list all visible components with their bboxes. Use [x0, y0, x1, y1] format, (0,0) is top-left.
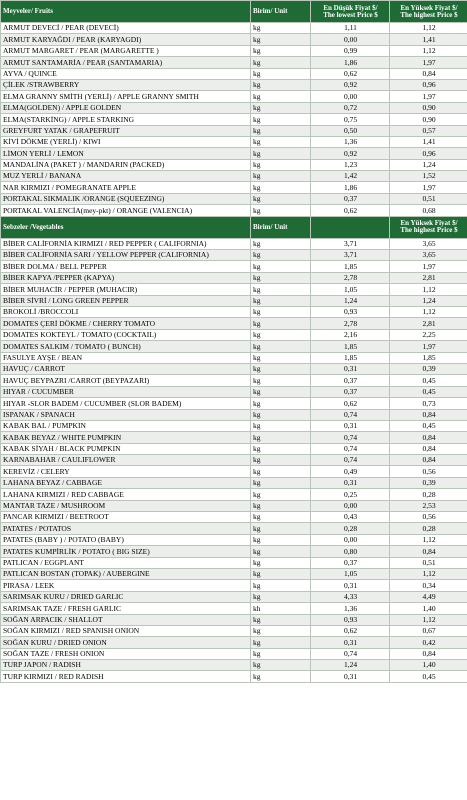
table-row [1, 284, 467, 295]
unit-cell: kg [251, 125, 311, 136]
highest-price-cell: 0,56 [390, 466, 467, 477]
table-row [1, 557, 467, 568]
product-name-cell: NAR KIRMIZI / POMEGRANATE APPLE [1, 182, 251, 193]
highest-price-cell: 1,12 [390, 534, 467, 545]
highest-price-cell: 1,24 [390, 159, 467, 170]
lowest-price-cell: 1,24 [311, 295, 390, 306]
lowest-price-cell: 1,05 [311, 284, 390, 295]
product-name-cell: HIYAR / CUCUMBER [1, 386, 251, 397]
fruits-highest-price-header [390, 1, 467, 23]
product-name-cell: SARIMSAK TAZE / FRESH GARLIC [1, 603, 251, 614]
highest-price-cell: 0,39 [390, 477, 467, 488]
unit-cell: kg [251, 341, 311, 352]
unit-cell: kh [251, 603, 311, 614]
unit-cell: kg [251, 57, 311, 68]
table-row [1, 238, 467, 249]
lowest-price-cell: 0,37 [311, 193, 390, 204]
lowest-price-cell: 0,99 [311, 45, 390, 56]
unit-cell: kg [251, 148, 311, 159]
lowest-price-cell: 0,00 [311, 91, 390, 102]
highest-price-cell: 0,45 [390, 375, 467, 386]
table-row [1, 205, 467, 216]
table-row [1, 568, 467, 579]
product-name-cell: LAHANA BEYAZ / CABBAGE [1, 477, 251, 488]
lowest-price-cell: 0,43 [311, 512, 390, 523]
table-row [1, 671, 467, 682]
highest-price-cell: 0,39 [390, 363, 467, 374]
unit-cell: kg [251, 182, 311, 193]
product-name-cell: ELMA GRANNY SMİTH (YERLİ) / APPLE GRANNY SMITH [1, 91, 251, 102]
highest-price-header-line-1: En Yüksek Fiyat $/ [400, 3, 458, 12]
unit-cell: kg [251, 455, 311, 466]
unit-cell: kg [251, 443, 311, 454]
lowest-price-cell: 0,75 [311, 114, 390, 125]
product-name-cell: TURP JAPON / RADISH [1, 660, 251, 671]
highest-price-cell: 0,42 [390, 637, 467, 648]
table-row [1, 512, 467, 523]
lowest-price-header-line-2: The lowest Price $ [323, 10, 378, 19]
unit-cell: kg [251, 159, 311, 170]
product-name-cell: ARMUT KARYAĞDI / PEAR (KARYAGDI) [1, 34, 251, 45]
unit-cell: kg [251, 466, 311, 477]
lowest-price-cell: 1,11 [311, 23, 390, 34]
unit-cell: kg [251, 295, 311, 306]
highest-price-cell: 1,97 [390, 91, 467, 102]
highest-price-cell: 2,53 [390, 500, 467, 511]
product-name-cell: BİBER CALİFORNİA KIRMIZI / RED PEPPER ( CALIFORNIA) [1, 238, 251, 249]
lowest-price-cell: 1,23 [311, 159, 390, 170]
product-name-cell: TURP KIRMIZI / RED RADISH [1, 671, 251, 682]
highest-price-cell: 1,52 [390, 171, 467, 182]
fruits-header-row [1, 1, 467, 23]
table-row [1, 91, 467, 102]
unit-cell: kg [251, 329, 311, 340]
highest-price-header-line-2: The highest Price $ [400, 10, 458, 19]
lowest-price-cell: 0,31 [311, 363, 390, 374]
product-name-cell: ELMA(GOLDEN) / APPLE GOLDEN [1, 102, 251, 113]
highest-price-cell: 1,97 [390, 341, 467, 352]
table-row [1, 500, 467, 511]
table-row [1, 193, 467, 204]
table-row [1, 546, 467, 557]
table-row [1, 466, 467, 477]
unit-cell: kg [251, 284, 311, 295]
highest-price-cell: 0,96 [390, 148, 467, 159]
product-name-cell: BROKOLİ /BROCCOLI [1, 306, 251, 317]
lowest-price-cell: 1,85 [311, 261, 390, 272]
unit-cell: kg [251, 45, 311, 56]
table-row [1, 409, 467, 420]
unit-cell: kg [251, 614, 311, 625]
lowest-price-cell: 0,37 [311, 375, 390, 386]
product-name-cell: KİVİ DÖKME (YERLİ) / KIWI [1, 136, 251, 147]
unit-cell: kg [251, 557, 311, 568]
price-table-body [1, 1, 467, 683]
unit-cell: kg [251, 34, 311, 45]
product-name-cell: SOĞAN ARPACIK / SHALLOT [1, 614, 251, 625]
unit-cell: kg [251, 205, 311, 216]
lowest-price-cell: 2,78 [311, 318, 390, 329]
table-row [1, 318, 467, 329]
unit-cell: kg [251, 489, 311, 500]
product-name-cell: ELMA(STARKİNG) / APPLE STARKING [1, 114, 251, 125]
table-row [1, 34, 467, 45]
product-name-cell: ARMUT DEVECİ / PEAR (DEVECİ) [1, 23, 251, 34]
lowest-price-cell: 0,93 [311, 614, 390, 625]
product-name-cell: GREYFURT YATAK / GRAPEFRUIT [1, 125, 251, 136]
product-name-cell: BİBER KAPYA /PEPPER (KAPYA) [1, 272, 251, 283]
product-name-cell: BİBER SİVRİ / LONG GREEN PEPPER [1, 295, 251, 306]
table-row [1, 523, 467, 534]
product-name-cell: DOMATES SALKIM / TOMATO ( BUNCH) [1, 341, 251, 352]
lowest-price-cell: 0,37 [311, 557, 390, 568]
highest-price-cell: 0,90 [390, 114, 467, 125]
table-row [1, 102, 467, 113]
product-name-cell: DOMATES KOKTEYL / TOMATO (COCKTAIL) [1, 329, 251, 340]
product-name-cell: HAVUÇ BEYPAZRI /CARROT (BEYPAZARI) [1, 375, 251, 386]
highest-price-cell: 0,34 [390, 580, 467, 591]
fruits-unit-header: Birim/ Unit [251, 1, 311, 23]
lowest-price-cell: 4,33 [311, 591, 390, 602]
unit-cell: kg [251, 591, 311, 602]
highest-price-cell: 0,84 [390, 455, 467, 466]
table-row [1, 363, 467, 374]
highest-price-cell: 1,12 [390, 45, 467, 56]
highest-price-cell: 0,57 [390, 125, 467, 136]
product-name-cell: PIRASA / LEEK [1, 580, 251, 591]
product-name-cell: HIYAR -SLOR BADEM / CUCUMBER (SLOR BADEM) [1, 398, 251, 409]
table-row [1, 603, 467, 614]
unit-cell: kg [251, 580, 311, 591]
table-row [1, 57, 467, 68]
table-row [1, 443, 467, 454]
product-name-cell: SOĞAN KIRMIZI / RED SPANISH ONION [1, 625, 251, 636]
unit-cell: kg [251, 648, 311, 659]
table-row [1, 432, 467, 443]
fruits-name-header: Meyveler/ Fruits [1, 1, 251, 23]
table-row [1, 148, 467, 159]
product-name-cell: PATATES KUMPİRLİK / POTATO ( BIG SIZE) [1, 546, 251, 557]
table-row [1, 125, 467, 136]
highest-price-cell: 4,49 [390, 591, 467, 602]
product-name-cell: ISPANAK / SPANACH [1, 409, 251, 420]
table-row [1, 420, 467, 431]
highest-price-cell: 1,40 [390, 603, 467, 614]
lowest-price-cell: 3,71 [311, 238, 390, 249]
highest-price-cell: 0,45 [390, 420, 467, 431]
product-name-cell: PATLICAN / EGGPLANT [1, 557, 251, 568]
highest-price-cell: 0,45 [390, 671, 467, 682]
unit-cell: kg [251, 68, 311, 79]
highest-price-cell: 0,84 [390, 432, 467, 443]
product-name-cell: MANTAR TAZE / MUSHROOM [1, 500, 251, 511]
lowest-price-cell: 1,85 [311, 352, 390, 363]
product-name-cell: KABAK BEYAZ / WHITE PUMPKIN [1, 432, 251, 443]
lowest-price-cell: 0,74 [311, 443, 390, 454]
highest-price-cell: 0,84 [390, 68, 467, 79]
lowest-price-cell: 0,37 [311, 386, 390, 397]
unit-cell: kg [251, 477, 311, 488]
unit-cell: kg [251, 432, 311, 443]
table-row [1, 272, 467, 283]
unit-cell: kg [251, 193, 311, 204]
highest-price-cell: 0,84 [390, 648, 467, 659]
lowest-price-cell: 0,62 [311, 625, 390, 636]
product-name-cell: LİMON YERLİ / LEMON [1, 148, 251, 159]
lowest-price-cell: 0,25 [311, 489, 390, 500]
highest-price-cell: 1,12 [390, 23, 467, 34]
unit-cell: kg [251, 363, 311, 374]
lowest-price-cell: 2,16 [311, 329, 390, 340]
lowest-price-cell: 0,80 [311, 546, 390, 557]
table-row [1, 79, 467, 90]
product-name-cell: KARNABAHAR / CAULIFLOWER [1, 455, 251, 466]
unit-cell: kg [251, 261, 311, 272]
vegetables-name-header: Sebzeler /Vegetables [1, 216, 251, 238]
lowest-price-cell: 0,92 [311, 148, 390, 159]
unit-cell: kg [251, 114, 311, 125]
unit-cell: kg [251, 398, 311, 409]
lowest-price-cell: 1,85 [311, 341, 390, 352]
table-row [1, 306, 467, 317]
highest-price-cell: 1,24 [390, 295, 467, 306]
product-name-cell: ÇİLEK /STRAWBERRY [1, 79, 251, 90]
lowest-price-cell: 1,86 [311, 57, 390, 68]
highest-price-header-line-2: The highest Price $ [400, 226, 458, 235]
table-row [1, 660, 467, 671]
fruits-lowest-price-header [311, 1, 390, 23]
product-name-cell: PATLICAN BOSTAN (TOPAK) / AUBERGINE [1, 568, 251, 579]
table-row [1, 68, 467, 79]
lowest-price-cell: 0,62 [311, 68, 390, 79]
table-row [1, 45, 467, 56]
lowest-price-cell: 0,62 [311, 398, 390, 409]
highest-price-cell: 1,41 [390, 136, 467, 147]
highest-price-cell: 1,12 [390, 284, 467, 295]
unit-cell: kg [251, 671, 311, 682]
table-row [1, 136, 467, 147]
lowest-price-cell: 3,71 [311, 250, 390, 261]
product-name-cell: BİBER DOLMA / BELL PEPPER [1, 261, 251, 272]
table-row [1, 614, 467, 625]
highest-price-cell: 1,12 [390, 614, 467, 625]
unit-cell: kg [251, 272, 311, 283]
highest-price-cell: 0,84 [390, 409, 467, 420]
unit-cell: kg [251, 637, 311, 648]
highest-price-cell: 0,28 [390, 489, 467, 500]
product-name-cell: BİBER MUHACİR / PEPPER (MUHACIR) [1, 284, 251, 295]
highest-price-cell: 1,40 [390, 660, 467, 671]
lowest-price-cell: 1,24 [311, 660, 390, 671]
highest-price-cell: 2,81 [390, 318, 467, 329]
unit-cell: kg [251, 318, 311, 329]
table-row [1, 637, 467, 648]
lowest-price-cell: 0,74 [311, 409, 390, 420]
product-name-cell: BİBER CALİFORNİA SARI / YELLOW PEPPER (CALIFORNIA) [1, 250, 251, 261]
lowest-price-cell: 0,49 [311, 466, 390, 477]
unit-cell: kg [251, 102, 311, 113]
product-name-cell: DOMATES ÇERİ DÖKME / CHERRY TOMATO [1, 318, 251, 329]
lowest-price-cell: 0,62 [311, 205, 390, 216]
lowest-price-cell: 0,74 [311, 648, 390, 659]
lowest-price-cell: 1,36 [311, 136, 390, 147]
table-row [1, 580, 467, 591]
lowest-price-cell: 0,00 [311, 534, 390, 545]
table-row [1, 261, 467, 272]
lowest-price-cell: 0,31 [311, 580, 390, 591]
highest-price-cell: 2,81 [390, 272, 467, 283]
highest-price-cell: 0,68 [390, 205, 467, 216]
highest-price-cell: 0,73 [390, 398, 467, 409]
product-name-cell: MANDALİNA (PAKET ) / MANDARIN (PACKED) [1, 159, 251, 170]
product-name-cell: KABAK BAL / PUMPKIN [1, 420, 251, 431]
highest-price-cell: 0,51 [390, 557, 467, 568]
unit-cell: kg [251, 375, 311, 386]
highest-price-cell: 1,85 [390, 352, 467, 363]
highest-price-cell: 0,96 [390, 79, 467, 90]
highest-price-cell: 0,51 [390, 193, 467, 204]
unit-cell: kg [251, 386, 311, 397]
product-name-cell: PORTAKAL VALENCİA(mey-pkt) / ORANGE (VALENCIA) [1, 205, 251, 216]
unit-cell: kg [251, 568, 311, 579]
table-row [1, 625, 467, 636]
product-name-cell: ARMUT SANTAMARİA / PEAR (SANTAMARIA) [1, 57, 251, 68]
lowest-price-cell: 2,78 [311, 272, 390, 283]
table-row [1, 159, 467, 170]
table-row [1, 386, 467, 397]
highest-price-cell: 1,97 [390, 261, 467, 272]
vegetables-highest-price-header [390, 216, 467, 238]
lowest-price-cell: 0,00 [311, 34, 390, 45]
table-row [1, 534, 467, 545]
unit-cell: kg [251, 136, 311, 147]
unit-cell: kg [251, 23, 311, 34]
product-name-cell: SOĞAN KURU / DRIED ONION [1, 637, 251, 648]
unit-cell: kg [251, 250, 311, 261]
table-row [1, 352, 467, 363]
highest-price-cell: 1,12 [390, 568, 467, 579]
lowest-price-cell: 0,28 [311, 523, 390, 534]
table-row [1, 23, 467, 34]
unit-cell: kg [251, 79, 311, 90]
unit-cell: kg [251, 171, 311, 182]
highest-price-cell: 2,25 [390, 329, 467, 340]
highest-price-cell: 1,97 [390, 182, 467, 193]
product-name-cell: MUZ YERLİ / BANANA [1, 171, 251, 182]
product-name-cell: KEREVİZ / CELERY [1, 466, 251, 477]
table-row [1, 341, 467, 352]
highest-price-cell: 0,84 [390, 546, 467, 557]
unit-cell: kg [251, 625, 311, 636]
highest-price-cell: 0,28 [390, 523, 467, 534]
lowest-price-cell: 0,72 [311, 102, 390, 113]
table-row [1, 489, 467, 500]
table-row [1, 250, 467, 261]
lowest-price-cell: 1,42 [311, 171, 390, 182]
highest-price-cell: 3,65 [390, 250, 467, 261]
table-row [1, 182, 467, 193]
table-row [1, 591, 467, 602]
table-row [1, 648, 467, 659]
highest-price-cell: 0,67 [390, 625, 467, 636]
product-name-cell: SARIMSAK KURU / DRIED GARLIC [1, 591, 251, 602]
lowest-price-cell: 0,31 [311, 477, 390, 488]
lowest-price-header-line-1: En Düşük Fiyat $/ [323, 3, 378, 12]
lowest-price-cell: 0,31 [311, 420, 390, 431]
vegetables-header-row [1, 216, 467, 238]
product-name-cell: SOĞAN TAZE / FRESH ONION [1, 648, 251, 659]
lowest-price-cell: 0,74 [311, 432, 390, 443]
highest-price-cell: 0,56 [390, 512, 467, 523]
unit-cell: kg [251, 409, 311, 420]
lowest-price-cell: 0,00 [311, 500, 390, 511]
product-name-cell: HAVUÇ / CARROT [1, 363, 251, 374]
product-name-cell: FASULYE AYŞE / BEAN [1, 352, 251, 363]
table-row [1, 171, 467, 182]
vegetables-lowest-price-header [311, 216, 390, 238]
product-name-cell: PATATES / POTATOS [1, 523, 251, 534]
highest-price-cell: 1,12 [390, 306, 467, 317]
unit-cell: kg [251, 546, 311, 557]
product-name-cell: PORTAKAL SIKMALIK /ORANGE (SQUEEZING) [1, 193, 251, 204]
lowest-price-cell: 0,31 [311, 671, 390, 682]
table-row [1, 398, 467, 409]
lowest-price-cell: 1,05 [311, 568, 390, 579]
highest-price-cell: 3,65 [390, 238, 467, 249]
table-row [1, 375, 467, 386]
unit-cell: kg [251, 534, 311, 545]
lowest-price-cell: 1,86 [311, 182, 390, 193]
table-row [1, 114, 467, 125]
product-name-cell: PANCAR KIRMIZI / BEETROOT [1, 512, 251, 523]
highest-price-cell: 0,45 [390, 386, 467, 397]
vegetables-unit-header: Birim/ Unit [251, 216, 311, 238]
product-name-cell: PATATES (BABY ) / POTATO (BABY) [1, 534, 251, 545]
table-row [1, 455, 467, 466]
lowest-price-cell: 0,92 [311, 79, 390, 90]
highest-price-cell: 0,90 [390, 102, 467, 113]
unit-cell: kg [251, 306, 311, 317]
highest-price-cell: 1,97 [390, 57, 467, 68]
lowest-price-cell: 0,50 [311, 125, 390, 136]
product-name-cell: LAHANA KIRMIZI / RED CABBAGE [1, 489, 251, 500]
highest-price-header-line-1: En Yüksek Fiyat $/ [400, 219, 458, 228]
product-name-cell: KABAK SİYAH / BLACK PUMPKIN [1, 443, 251, 454]
table-row [1, 477, 467, 488]
highest-price-cell: 1,41 [390, 34, 467, 45]
table-row [1, 295, 467, 306]
lowest-price-cell: 0,74 [311, 455, 390, 466]
table-row [1, 329, 467, 340]
unit-cell: kg [251, 512, 311, 523]
unit-cell: kg [251, 523, 311, 534]
highest-price-cell: 0,84 [390, 443, 467, 454]
lowest-price-cell: 0,93 [311, 306, 390, 317]
lowest-price-cell: 1,36 [311, 603, 390, 614]
product-name-cell: ARMUT MARGARET / PEAR (MARGARETTE ) [1, 45, 251, 56]
unit-cell: kg [251, 420, 311, 431]
lowest-price-cell: 0,31 [311, 637, 390, 648]
unit-cell: kg [251, 238, 311, 249]
unit-cell: kg [251, 352, 311, 363]
unit-cell: kg [251, 500, 311, 511]
unit-cell: kg [251, 660, 311, 671]
unit-cell: kg [251, 91, 311, 102]
product-name-cell: AYVA / QUINCE [1, 68, 251, 79]
